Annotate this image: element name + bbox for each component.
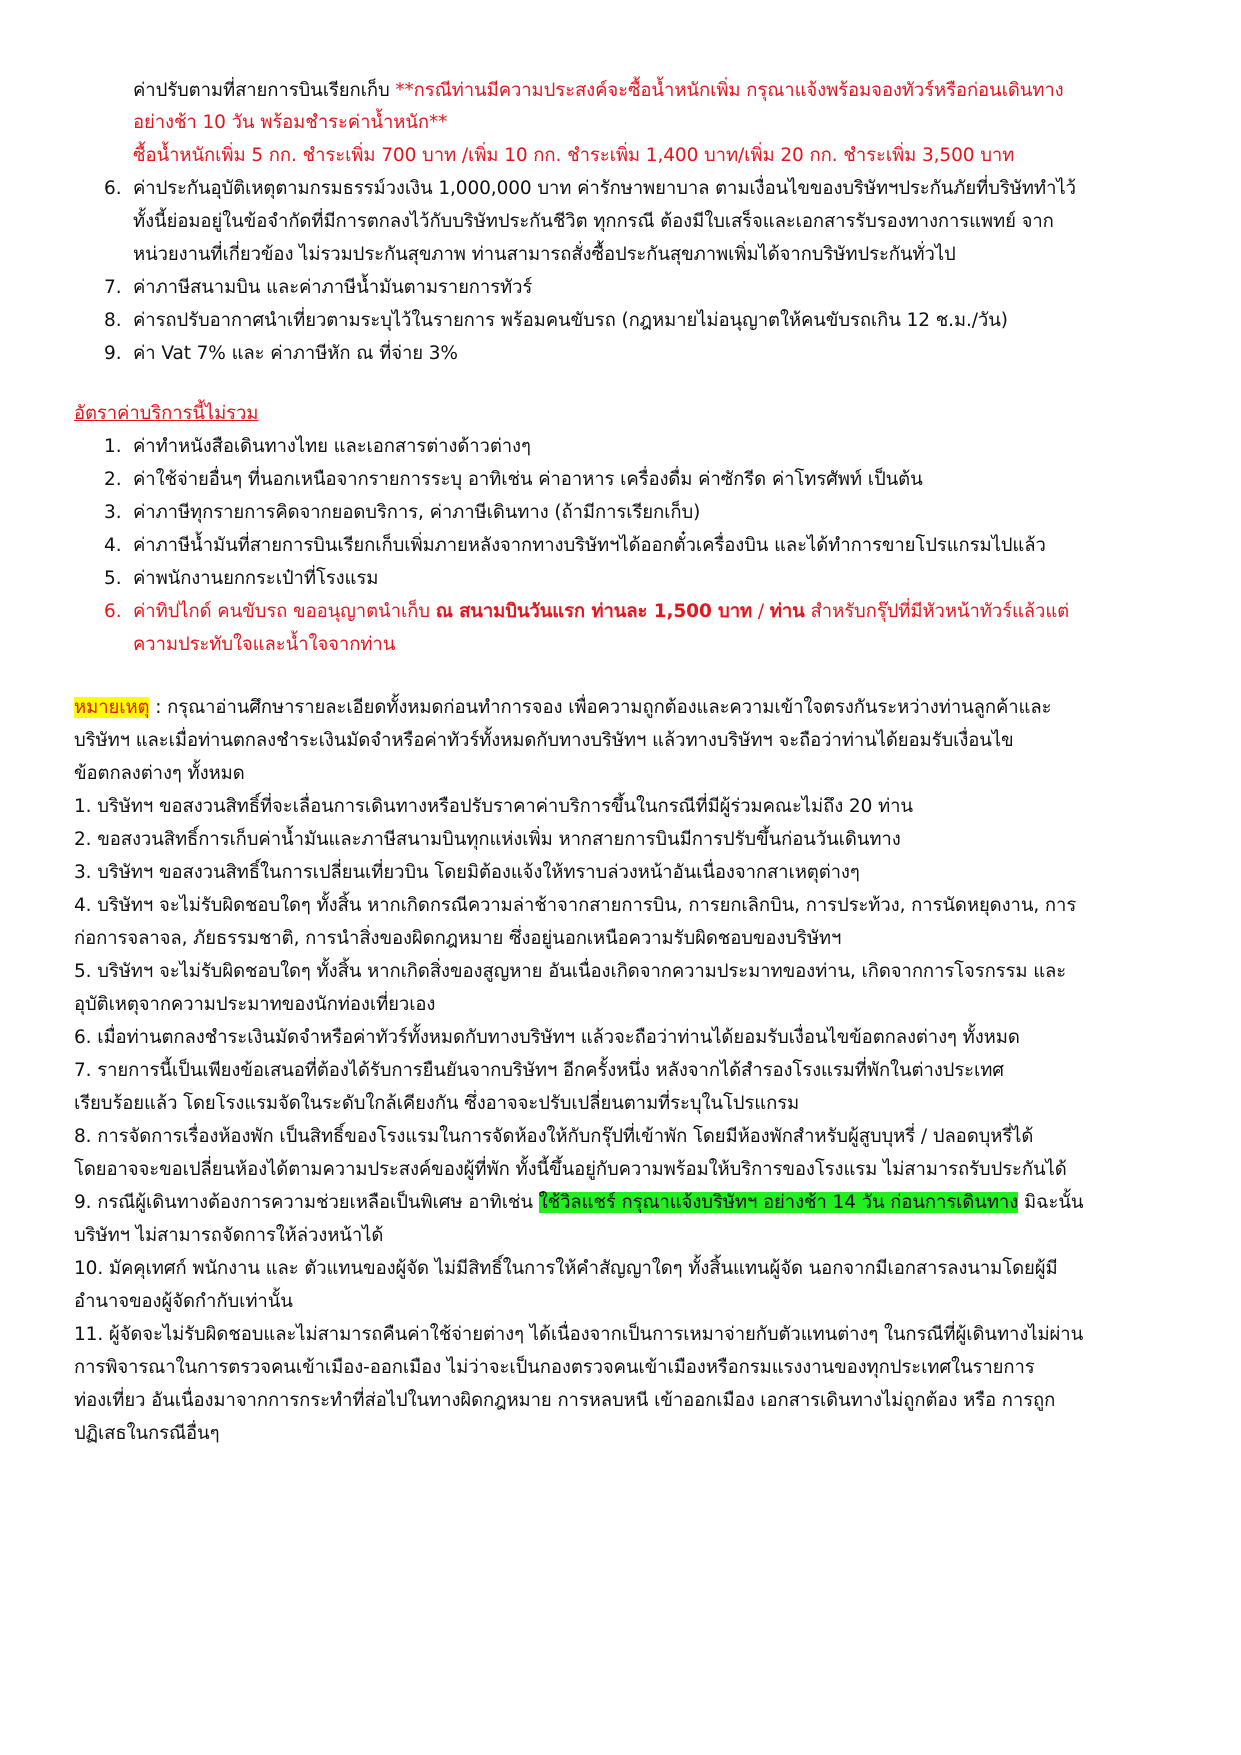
excluded-item-number: 4. <box>104 535 122 556</box>
notes-intro-line3: ข้อตกลงต่างๆ ทั้งหมด <box>74 763 245 784</box>
notes-intro-line1 <box>74 697 1051 719</box>
note-1: 1. บริษัทฯ ขอสงวนสิทธิ์ที่จะเลื่อนการเดินทางหรือปรับราคาค่าบริการขึ้นในกรณีที่มีผู้ร่วมคณะไม่ถึง 20 ท่าน <box>74 796 913 817</box>
baggage-prices: ซื้อน้ำหนักเพิ่ม 5 กก. ชำระเพิ่ม 700 บาท /เพิ่ม 10 กก. ชำระเพิ่ม 1,400 บาท/เพิ่ม 20 กก. ชำระเพิ่ม 3,500 บาท <box>133 145 1015 166</box>
note-11-line3: ท่องเที่ยว อันเนื่องมาจากการกระทำที่ส่อไปในทางผิดกฎหมาย การหลบหนี เข้าออกเมือง เอกสารเดินทางไม่ถูกต้อง หรือ การถูก <box>74 1390 1056 1411</box>
excluded-item: ค่าใช้จ่ายอื่นๆ ที่นอกเหนือจากรายการระบุ อาทิเช่น ค่าอาหาร เครื่องดื่ม ค่าซักรีด ค่าโทรศัพท์ เป็นต้น <box>133 469 923 490</box>
tip-text-tail: สำหรับกรุ๊ปที่มีหัวหน้าทัวร์แล้วแต่ <box>804 601 1070 622</box>
excluded-item-number: 1. <box>104 436 122 457</box>
included-item-number: 6. <box>104 178 122 199</box>
tip-amount: ณ สนามบินวันแรก ท่านละ 1,500 บาท <box>435 601 753 622</box>
note-5-line2: อุบัติเหตุจากความประมาทของนักท่องเที่ยวเอง <box>74 994 436 1015</box>
note-4-line1: 4. บริษัทฯ จะไม่รับผิดชอบใดๆ ทั้งสิ้น หากเกิดกรณีความล่าช้าจากสายการบิน, การยกเลิกบิน, การประท้วง, การนัดหยุดงาน, การ <box>74 895 1077 916</box>
excluded-item-number: 3. <box>104 502 122 523</box>
included-item8: ค่ารถปรับอากาศนำเที่ยวตามระบุไว้ในรายการ พร้อมคนขับรถ (กฎหมายไม่อนุญาตให้คนขับรถเกิน 12 ช.ม./วัน) <box>133 310 1008 331</box>
note-8-line1: 8. การจัดการเรื่องห้องพัก เป็นสิทธิ์ของโรงแรมในการจัดห้องให้กับกรุ๊ปที่เข้าพัก โดยมีห้องพักสำหรับผู้สูบบุหรี่ / ปลอดบุหรี่ได้ <box>74 1126 1034 1147</box>
note-8-line2: โดยอาจจะขอเปลี่ยนห้องได้ตามความประสงค์ของผู้ที่พัก ทั้งนี้ขึ้นอยู่กับความพร้อมให้บริการของโรงแรม ไม่สามารถรับประกันได้ <box>74 1159 1067 1180</box>
included-item6-line2: ทั้งนี้ย่อมอยู่ในข้อจำกัดที่มีการตกลงไว้กับบริษัทประกันชีวิต ทุกกรณี ต้องมีใบเสร็จและเอกสารรับรองทางการแพทย์ จาก <box>133 211 1054 232</box>
note-7-line1: 7. รายการนี้เป็นเพียงข้อเสนอที่ต้องได้รับการยืนยันจากบริษัทฯ อีกครั้งหนึ่ง หลังจากได้สำรองโรงแรมที่พักในต่างประเทศ <box>74 1060 1004 1081</box>
note-2: 2. ขอสงวนสิทธิ์การเก็บค่าน้ำมันและภาษีสนามบินทุกแห่งเพิ่ม หากสายการบินมีการปรับขึ้นก่อนวันเดินทาง <box>74 829 901 850</box>
note-11-line1: 11. ผู้จัดจะไม่รับผิดชอบและไม่สามารถคืนค่าใช้จ่ายต่างๆ ได้เนื่องจากเป็นการเหมาจ่ายกับตัวแทนต่างๆ ในกรณีที่ผู้เดินทางไม่ผ่าน <box>74 1324 1084 1345</box>
tip-item-line2: ความประทับใจและน้ำใจจากท่าน <box>133 634 396 655</box>
notes-label: หมายเหตุ <box>74 697 150 718</box>
baggage-note: **กรณีท่านมีความประสงค์จะซื้อน้ำหนักเพิ่ม กรุณาแจ้งพร้อมจองทัวร์หรือก่อนเดินทาง <box>395 80 1064 101</box>
excluded-item-number: 6. <box>104 601 122 622</box>
tip-item-line1 <box>133 601 1069 623</box>
note-9-line1 <box>74 1192 1083 1214</box>
included-item6-line3: หน่วยงานที่เกี่ยวข้อง ไม่รวมประกันสุขภาพ ท่านสามารถสั่งซื้อประกันสุขภาพเพิ่มได้จากบริษัทประกันทั่วไป <box>133 244 956 265</box>
included-item9: ค่า Vat 7% และ ค่าภาษีหัก ณ ที่จ่าย 3% <box>133 343 458 364</box>
included-item5-cont-line2: อย่างช้า 10 วัน พร้อมชำระค่าน้ำหนัก** <box>133 112 448 133</box>
note-4-line2: ก่อการจลาจล, ภัยธรรมชาติ, การนำสิ่งของผิดกฎหมาย ซึ่งอยู่นอกเหนือความรับผิดชอบของบริษัทฯ <box>74 928 842 949</box>
note-10-line1: 10. มัคคุเทศก์ พนักงาน และ ตัวแทนของผู้จัด ไม่มีสิทธิ์ในการให้คำสัญญาใดๆ ทั้งสิ้นแทนผู้จัด นอกจากมีเอกสารลงนามโดยผู้มี <box>74 1258 1058 1279</box>
note-7-line2: เรียบร้อยแล้ว โดยโรงแรมจัดในระดับใกล้เคียงกัน ซึ่งอาจจะปรับเปลี่ยนตามที่ระบุในโปรแกรม <box>74 1093 800 1114</box>
notes-intro-line2: บริษัทฯ และเมื่อท่านตกลงชำระเงินมัดจำหรือค่าทัวร์ทั้งหมดกับทางบริษัทฯ แล้วทางบริษัทฯ จะถือว่าท่านได้ยอมรับเงื่อนไข <box>74 730 1014 751</box>
tip-unit: ท่าน <box>769 601 805 622</box>
excluded-item: ค่าทำหนังสือเดินทางไทย และเอกสารต่างด้าวต่างๆ <box>133 436 531 457</box>
excluded-item: ค่าพนักงานยกกระเป๋าที่โรงแรม <box>133 568 379 589</box>
note-9-text: 9. กรณีผู้เดินทางต้องการความช่วยเหลือเป็นพิเศษ อาทิเช่น <box>74 1192 539 1213</box>
note-5-line1: 5. บริษัทฯ จะไม่รับผิดชอบใดๆ ทั้งสิ้น หากเกิดสิ่งของสูญหาย อันเนื่องเกิดจากความประมาทของท่าน, เกิดจากการโจรกรรม และ <box>74 961 1067 982</box>
note-11-line4: ปฏิเสธในกรณีอื่นๆ <box>74 1423 220 1444</box>
tip-text: ค่าทิปไกด์ คนขับรถ ขออนุญาตนำเก็บ <box>133 601 436 622</box>
note-10-line2: อำนาจของผู้จัดกำกับเท่านั้น <box>74 1291 293 1312</box>
included-item-number: 9. <box>104 343 122 364</box>
included-item5-cont-line1 <box>133 80 1064 102</box>
included-item-number: 7. <box>104 277 122 298</box>
excluded-item-number: 5. <box>104 568 122 589</box>
note-9-text-tail: มิฉะนั้น <box>1018 1192 1084 1213</box>
included-item-number: 8. <box>104 310 122 331</box>
excluded-item: ค่าภาษีน้ำมันที่สายการบินเรียกเก็บเพิ่มภายหลังจากทางบริษัทฯได้ออกตั๋วเครื่องบิน และได้ทำการขายโปรแกรมไปแล้ว <box>133 535 1046 556</box>
tip-separator: / <box>752 601 770 622</box>
included-item6-line1: ค่าประกันอุบัติเหตุตามกรมธรรม์วงเงิน 1,000,000 บาท ค่ารักษาพยาบาล ตามเงื่อนไขของบริษัทฯประกันภัยที่บริษัททำไว้ <box>133 178 1076 199</box>
excluded-item-number: 2. <box>104 469 122 490</box>
wheelchair-highlight: ใช้วิลแชร์ กรุณาแจ้งบริษัทฯ อย่างช้า 14 วัน ก่อนการเดินทาง <box>538 1192 1019 1213</box>
note-6: 6. เมื่อท่านตกลงชำระเงินมัดจำหรือค่าทัวร์ทั้งหมดกับทางบริษัทฯ แล้วจะถือว่าท่านได้ยอมรับเงื่อนไขข้อตกลงต่างๆ ทั้งหมด <box>74 1027 1020 1048</box>
note-9-line2: บริษัทฯ ไม่สามารถจัดการให้ล่วงหน้าได้ <box>74 1225 384 1246</box>
excluded-item: ค่าภาษีทุกรายการคิดจากยอดบริการ, ค่าภาษีเดินทาง (ถ้ามีการเรียกเก็บ) <box>133 502 701 523</box>
included-item5-text: ค่าปรับตามที่สายการบินเรียกเก็บ <box>133 80 396 101</box>
note-3: 3. บริษัทฯ ขอสงวนสิทธิ์ในการเปลี่ยนเที่ยวบิน โดยมิต้องแจ้งให้ทราบล่วงหน้าอันเนื่องจากสาเหตุต่างๆ <box>74 862 860 883</box>
note-11-line2: การพิจารณาในการตรวจคนเข้าเมือง-ออกเมือง ไม่ว่าจะเป็นกองตรวจคนเข้าเมืองหรือกรมแรงงานของทุกประเทศในรายการ <box>74 1357 1035 1378</box>
included-item7: ค่าภาษีสนามบิน และค่าภาษีน้ำมันตามรายการทัวร์ <box>133 277 533 298</box>
excluded-heading: อัตราค่าบริการนี้ไม่รวม <box>74 403 259 424</box>
notes-intro-text: : กรุณาอ่านศึกษารายละเอียดทั้งหมดก่อนทำการจอง เพื่อความถูกต้องและความเข้าใจตรงกันระหว่างท่านลูกค้าและ <box>149 697 1052 718</box>
